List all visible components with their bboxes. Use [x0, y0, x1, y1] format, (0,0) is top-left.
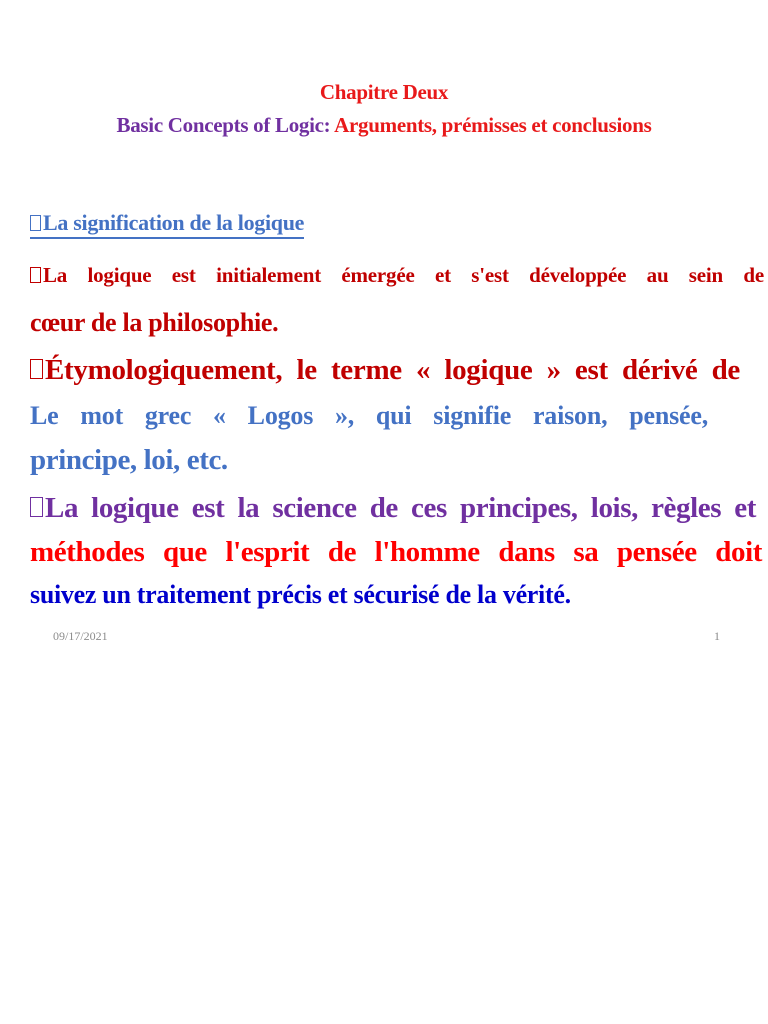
footer-date: 09/17/2021 [53, 629, 108, 643]
paragraph-1-line-2: cœur de la philosophie. [30, 308, 279, 337]
paragraph-3-line-2: méthodes que l'esprit de l'homme dans sa pensée doit [30, 536, 762, 568]
subtitle-part-english: Basic Concepts of Logic: [116, 113, 335, 137]
paragraph-3-line-1 [30, 492, 756, 525]
square-bullet-icon [30, 267, 41, 283]
section-heading-text: La signification de la logique [43, 210, 305, 235]
slide-subtitle [0, 113, 768, 138]
page-number: 1 [714, 629, 720, 643]
paragraph-2-text: Étymologiquement, le terme « logique » est dérivé de [45, 354, 740, 386]
paragraph-2-line-3: principe, loi, etc. [30, 444, 228, 476]
paragraph-2-line-1 [30, 354, 740, 387]
section-heading [30, 210, 304, 239]
paragraph-3-line-3: suivez un traitement précis et sécurisé de la vérité. [30, 580, 571, 609]
paragraph-3-text: La logique est la science de ces principes, lois, règles et [45, 492, 756, 524]
square-bullet-icon [30, 215, 41, 231]
paragraph-1-text: La logique est initialement émergée et s'est développée au sein de [43, 263, 764, 287]
subtitle-part-french: Arguments, prémisses et conclusions [334, 113, 652, 137]
square-bullet-icon [30, 359, 43, 379]
chapter-title: Chapitre Deux [319, 80, 449, 104]
square-bullet-icon [30, 497, 43, 517]
paragraph-2-line-2: Le mot grec « Logos », qui signifie raison, pensée, [30, 401, 708, 430]
paragraph-1-line-1 [30, 263, 764, 288]
